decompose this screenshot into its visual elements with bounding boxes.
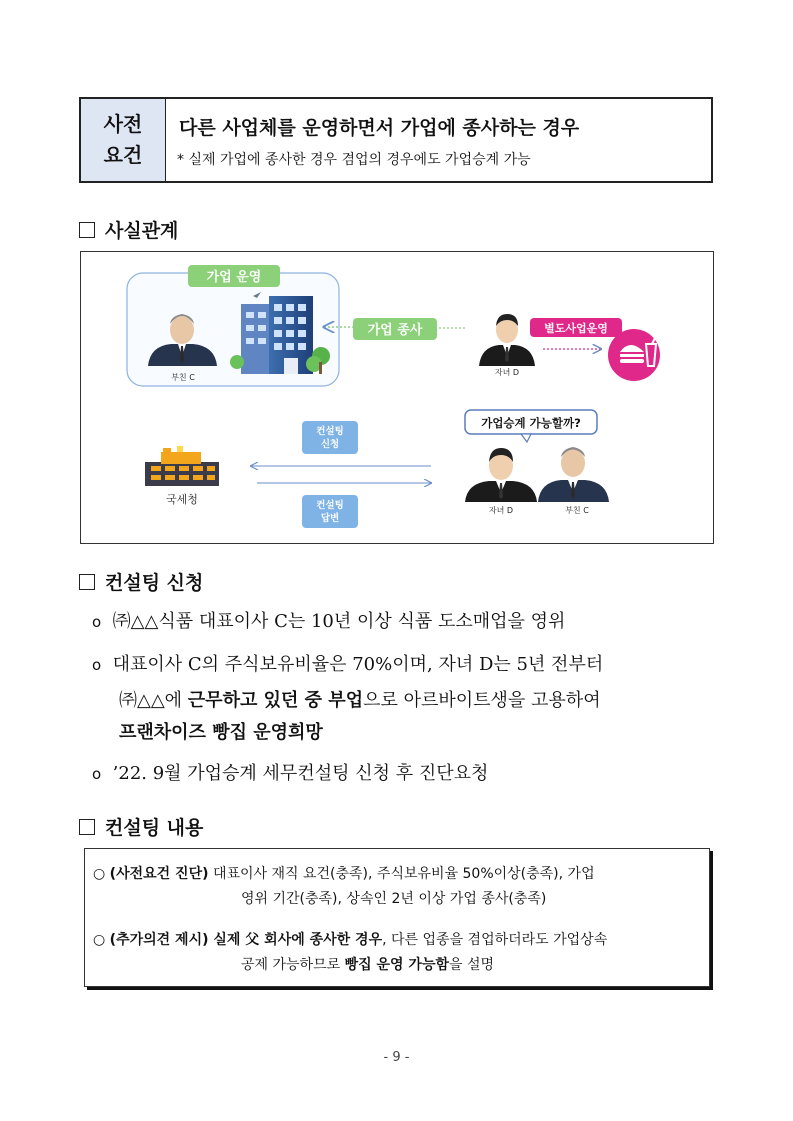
requirement-label bbox=[81, 99, 166, 181]
content-item-2-line2 bbox=[241, 954, 494, 974]
checkbox-square-icon bbox=[79, 222, 95, 238]
requirement-note: * 실제 가업에 종사한 경우 겸업의 경우에도 가업승계 가능 bbox=[177, 152, 531, 168]
bullet-o-icon: o bbox=[92, 656, 102, 674]
requirement-label-line1: 사전 bbox=[103, 112, 143, 136]
apply-bullet-2-line2-bold: 근무하고 있던 중 부업 bbox=[187, 690, 364, 711]
engage-tag-text: 가업 종사 bbox=[367, 323, 423, 338]
circle-bullet-icon: ○ bbox=[93, 932, 106, 948]
content-item-2-head: (추가의견 제시) bbox=[109, 932, 209, 948]
apply-bullet-1 bbox=[92, 607, 565, 633]
content-item-2-bold: 실제 父 회사에 종사한 경우 bbox=[208, 932, 383, 948]
bullet-o-icon: o bbox=[92, 613, 102, 631]
father-c-label: 부친 C bbox=[171, 373, 195, 382]
consult-answer-text-1: 컨설팅 bbox=[316, 500, 344, 511]
child-d-person-icon bbox=[479, 314, 535, 366]
family-business-tag-text: 가업 운영 bbox=[206, 270, 262, 285]
consult-answer-text-2: 답변 bbox=[320, 513, 340, 524]
facts-diagram bbox=[80, 251, 714, 544]
bullet-o-icon: o bbox=[92, 765, 102, 783]
content-item-1-text: 대표이사 재직 요건(충족), 주식보유비율 50%이상(충족), 가업 bbox=[208, 866, 595, 882]
burger-food-icon bbox=[608, 329, 660, 381]
requirement-label-line2: 요건 bbox=[103, 143, 143, 167]
apply-bullet-1-text: ㈜△△식품 대표이사 C는 10년 이상 식품 도소매업을 영위 bbox=[112, 611, 566, 632]
consulting-content-box bbox=[84, 848, 710, 987]
section-content-heading bbox=[79, 813, 203, 840]
content-item-2 bbox=[93, 929, 607, 949]
consult-request-text-2: 신청 bbox=[320, 439, 340, 450]
circle-bullet-icon: ○ bbox=[93, 866, 106, 882]
child-d-label-2: 자녀 D bbox=[488, 506, 514, 515]
content-item-2-line2-a: 공제 가능하므로 bbox=[241, 957, 345, 973]
section-apply-heading bbox=[79, 568, 203, 595]
requirement-box bbox=[79, 97, 713, 183]
apply-bullet-2-line1: 대표이사 C의 주식보유비율은 70%이며, 자녀 D는 5년 전부터 bbox=[112, 654, 604, 675]
father-c-person-icon-2 bbox=[538, 447, 609, 502]
page-number: - 9 - bbox=[383, 1050, 410, 1065]
content-item-1 bbox=[93, 863, 595, 883]
content-item-2-line2-c: 을 설명 bbox=[449, 957, 495, 973]
nts-label: 국세청 bbox=[166, 493, 198, 506]
apply-bullet-2-line3: 프랜차이즈 빵집 운영희망 bbox=[119, 722, 323, 743]
child-d-person-icon-2 bbox=[465, 448, 537, 502]
apply-bullet-3-text: ’22. 9월 가업승계 세무컨설팅 신청 후 진단요청 bbox=[112, 763, 489, 784]
apply-bullet-2-line2-c: 으로 아르바이트생을 고용하여 bbox=[363, 690, 601, 711]
apply-bullet-2-line2-a: ㈜△△에 bbox=[119, 690, 188, 711]
content-item-2-line2-bold: 빵집 운영 가능함 bbox=[344, 957, 449, 973]
checkbox-square-icon bbox=[79, 819, 95, 835]
nts-building-icon bbox=[145, 446, 219, 486]
section-apply-title: 컨설팅 신청 bbox=[105, 572, 204, 594]
section-content-title: 컨설팅 내용 bbox=[105, 817, 204, 839]
content-item-1-head: (사전요건 진단) bbox=[109, 866, 209, 882]
content-item-2-text: , 다른 업종을 겸업하더라도 가업상속 bbox=[382, 932, 608, 948]
consult-request-text-1: 컨설팅 bbox=[316, 426, 344, 437]
child-d-label: 자녀 D bbox=[494, 368, 520, 377]
separate-business-tag-text: 별도사업운영 bbox=[544, 322, 608, 335]
apply-bullet-2 bbox=[92, 650, 603, 676]
content-item-1-line2: 영위 기간(충족), 상속인 2년 이상 가업 종사(충족) bbox=[241, 891, 547, 907]
apply-bullet-3 bbox=[92, 759, 488, 785]
apply-bullet-2-line2 bbox=[119, 686, 601, 712]
requirement-title: 다른 사업체를 운영하면서 가업에 종사하는 경우 bbox=[179, 117, 580, 139]
section-facts-title: 사실관계 bbox=[105, 220, 179, 242]
checkbox-square-icon bbox=[79, 574, 95, 590]
diagram-svg bbox=[81, 252, 712, 542]
section-facts-heading bbox=[79, 216, 178, 243]
question-bubble-text: 가업승계 가능할까? bbox=[481, 416, 581, 430]
father-c-label-2: 부친 C bbox=[565, 506, 589, 515]
